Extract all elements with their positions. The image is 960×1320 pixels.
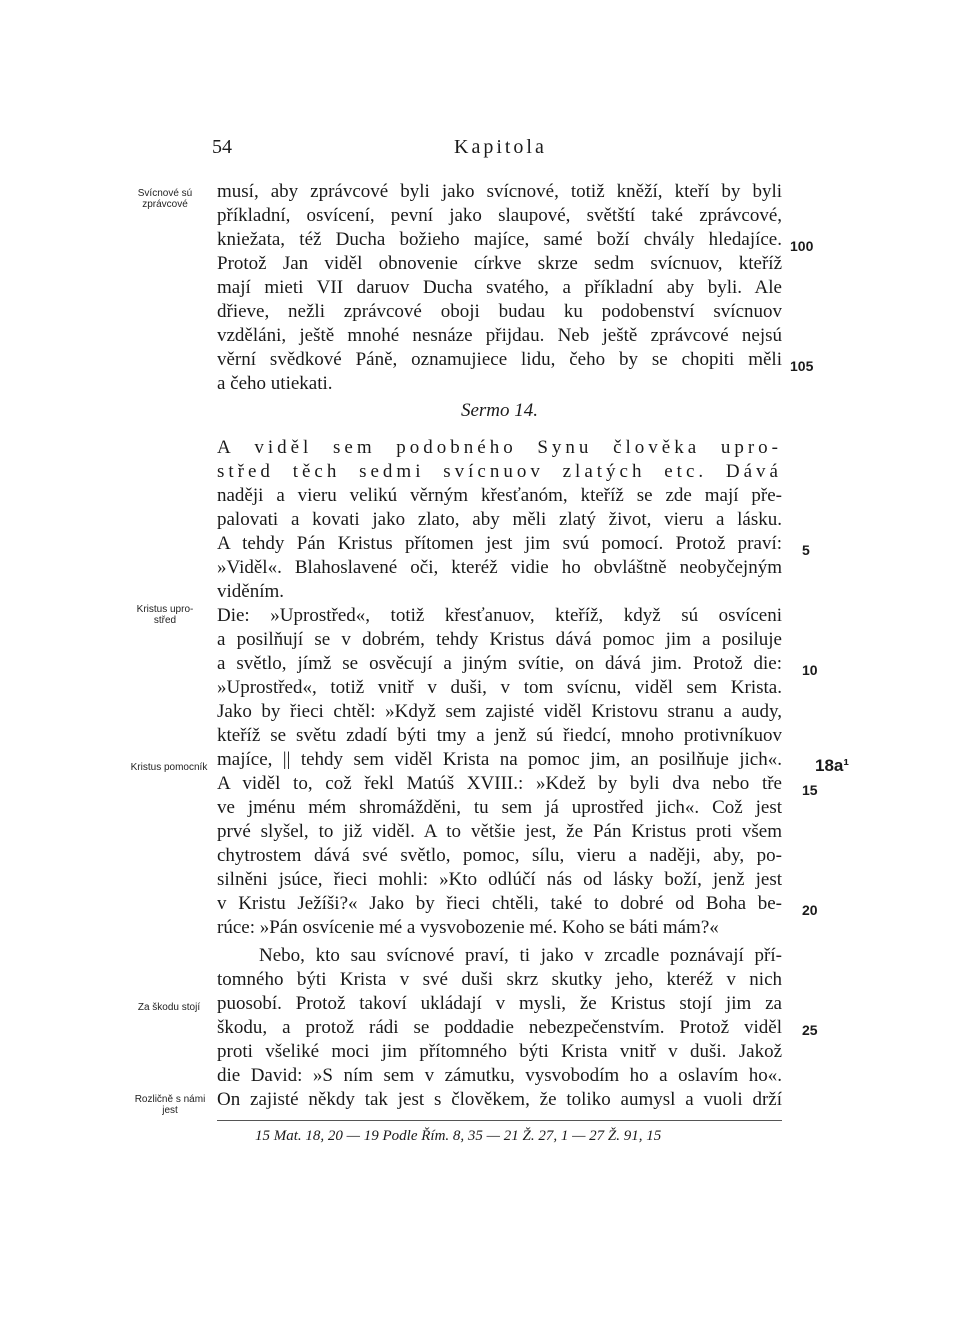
text-line: dřieve, nežli zprávcové oboji budau ku podobenství svícnuov bbox=[217, 301, 782, 322]
line-number: 15 bbox=[802, 782, 818, 798]
margin-note: Kristus pomocník bbox=[130, 762, 208, 773]
line-number: 100 bbox=[790, 238, 814, 254]
footnote-rule bbox=[217, 1120, 782, 1121]
text-line: proti všeliké moci jim přítomného býti Krista vnitř v duši. Jakož bbox=[217, 1041, 782, 1062]
line-number: 105 bbox=[790, 358, 814, 374]
text-line: silněni jsúce, řieci mohli: »Kto odlúčí nás od lásky boží, jenž jest bbox=[217, 869, 782, 890]
line-number: 25 bbox=[802, 1022, 818, 1038]
text-line: škodu, a protož rádi se poddadie nebezpečenstvím. Protož viděl bbox=[217, 1017, 782, 1038]
folio-mark: 18a¹ bbox=[815, 756, 850, 775]
running-title: Kapitola bbox=[454, 136, 547, 158]
text-line: On zajisté někdy tak jest s člověkem, že toliko aumysl a vuoli drží bbox=[217, 1089, 782, 1110]
page-header bbox=[0, 136, 960, 162]
text-line: střed těch sedmi svícnuov zlatých etc. Dává bbox=[217, 461, 782, 482]
sermo-heading: Sermo 14. bbox=[460, 400, 539, 421]
text-line: a světlo, jímž se osvěcují a jiným svítie, on dává jim. Protož die: bbox=[217, 653, 782, 674]
text-line: »Uprostřed«, totiž vnitř v duši, v tom svícnu, viděl sem Krista. bbox=[217, 677, 782, 698]
text-line: A tehdy Pán Kristus přítomen jest jim svú pomocí. Protož praví: bbox=[217, 533, 782, 554]
margin-note: Za škodu stojí bbox=[137, 1002, 201, 1013]
margin-note: Kristus upro-střed bbox=[136, 604, 194, 626]
margin-note: Rozličně s námi jest bbox=[134, 1094, 206, 1116]
text-line: kteříž se světu zdadí býti tmy a jenž sú řiedcí, mnoho protivníkuov bbox=[217, 725, 782, 746]
text-line: prvé slyšel, to již viděl. A to většie jest, že Pán Kristus proti všem bbox=[217, 821, 782, 842]
text-line: puosobí. Protož takoví ukládají v mysli, že Kristus stojí jim za bbox=[217, 993, 782, 1014]
text-line: vzděláni, ještě mnohé nesnáze přijdau. Neb ještě zprávcové nejsú bbox=[217, 325, 782, 346]
text-line: mají mieti VII daruov Ducha svatého, a příkladní aby byli. Ale bbox=[217, 277, 782, 298]
text-line: Nebo, kto sau svícnové praví, ti jako v zrcadle poznávají pří- bbox=[259, 945, 782, 966]
text-line: příkladní, osvícení, pevní jako slaupové, světští také zprávcové, bbox=[217, 205, 782, 226]
line-number: 20 bbox=[802, 902, 818, 918]
text-line: a čeho utiekati. bbox=[217, 373, 333, 394]
text-line: tomného býti Krista v své duši skrz skutky jeho, kteréž v nich bbox=[217, 969, 782, 990]
text-line: musí, aby zprávcové byli jako svícnové, totiž kněží, kteří by byli bbox=[217, 181, 782, 202]
text-line: A viděl to, což řekl Matúš XVIII.: »Kdež by byli dva nebo tře bbox=[217, 773, 782, 794]
text-line: Die: »Uprostřed«, totiž křesťanuov, kteříž, když sú osvíceni bbox=[217, 605, 782, 626]
text-line: viděním. bbox=[217, 581, 285, 602]
text-line: chytrostem dává své světlo, pomoc, sílu, vieru a naději, aby, po- bbox=[217, 845, 782, 866]
text-line: Protož Jan viděl obnovenie církve skrze sedm svícnuov, kteříž bbox=[217, 253, 782, 274]
line-number: 10 bbox=[802, 662, 818, 678]
text-line: palovati a kovati jako zlato, aby měli zlatý život, vieru a lásku. bbox=[217, 509, 782, 530]
page-number: 54 bbox=[212, 136, 232, 158]
text-line: věrní svědkové Páně, oznamujiece lidu, čeho by se chopiti měli bbox=[217, 349, 782, 370]
text-line: die David: »S ním sem v zámutku, vysvobodím ho a oslavím ho«. bbox=[217, 1065, 782, 1086]
text-line: ve jménu mém shromážděni, tu sem já uprostřed jich«. Což jest bbox=[217, 797, 782, 818]
text-line: majíce, || tehdy sem viděl Krista na pomoc jim, an posilňuje jich«. bbox=[217, 749, 782, 770]
text-line: »Viděl«. Blahoslavené oči, kteréž vidie ho obvláštně neobyčejným bbox=[217, 557, 782, 578]
text-line: Jako by řieci chtěl: »Když sem zajisté viděl Kristovu stranu a audy, bbox=[217, 701, 782, 722]
footnotes: 15 Mat. 18, 20 — 19 Podle Řím. 8, 35 — 21 Ž. 27, 1 — 27 Ž. 91, 15 bbox=[255, 1128, 662, 1144]
margin-note: Svícnové sú zprávcové bbox=[137, 188, 193, 210]
text-line: kniežata, též Ducha božieho majíce, samé boží chvály hledajíce. bbox=[217, 229, 782, 250]
text-line: v Kristu Ježíši?« Jako by řieci chtěli, také to dobré od Boha be- bbox=[217, 893, 782, 914]
text-line: A viděl sem podobného Synu člověka upro- bbox=[217, 437, 782, 458]
line-number: 5 bbox=[802, 542, 810, 558]
text-line: naději a vieru velikú věrným křesťanóm, kteříž se zde mají pře- bbox=[217, 485, 782, 506]
text-line: rúce: »Pán osvícenie mé a vysvobozenie mé. Koho se báti mám?« bbox=[217, 917, 719, 938]
text-line: a posilňují se v dobrém, tehdy Kristus dává pomoc jim a posiluje bbox=[217, 629, 782, 650]
